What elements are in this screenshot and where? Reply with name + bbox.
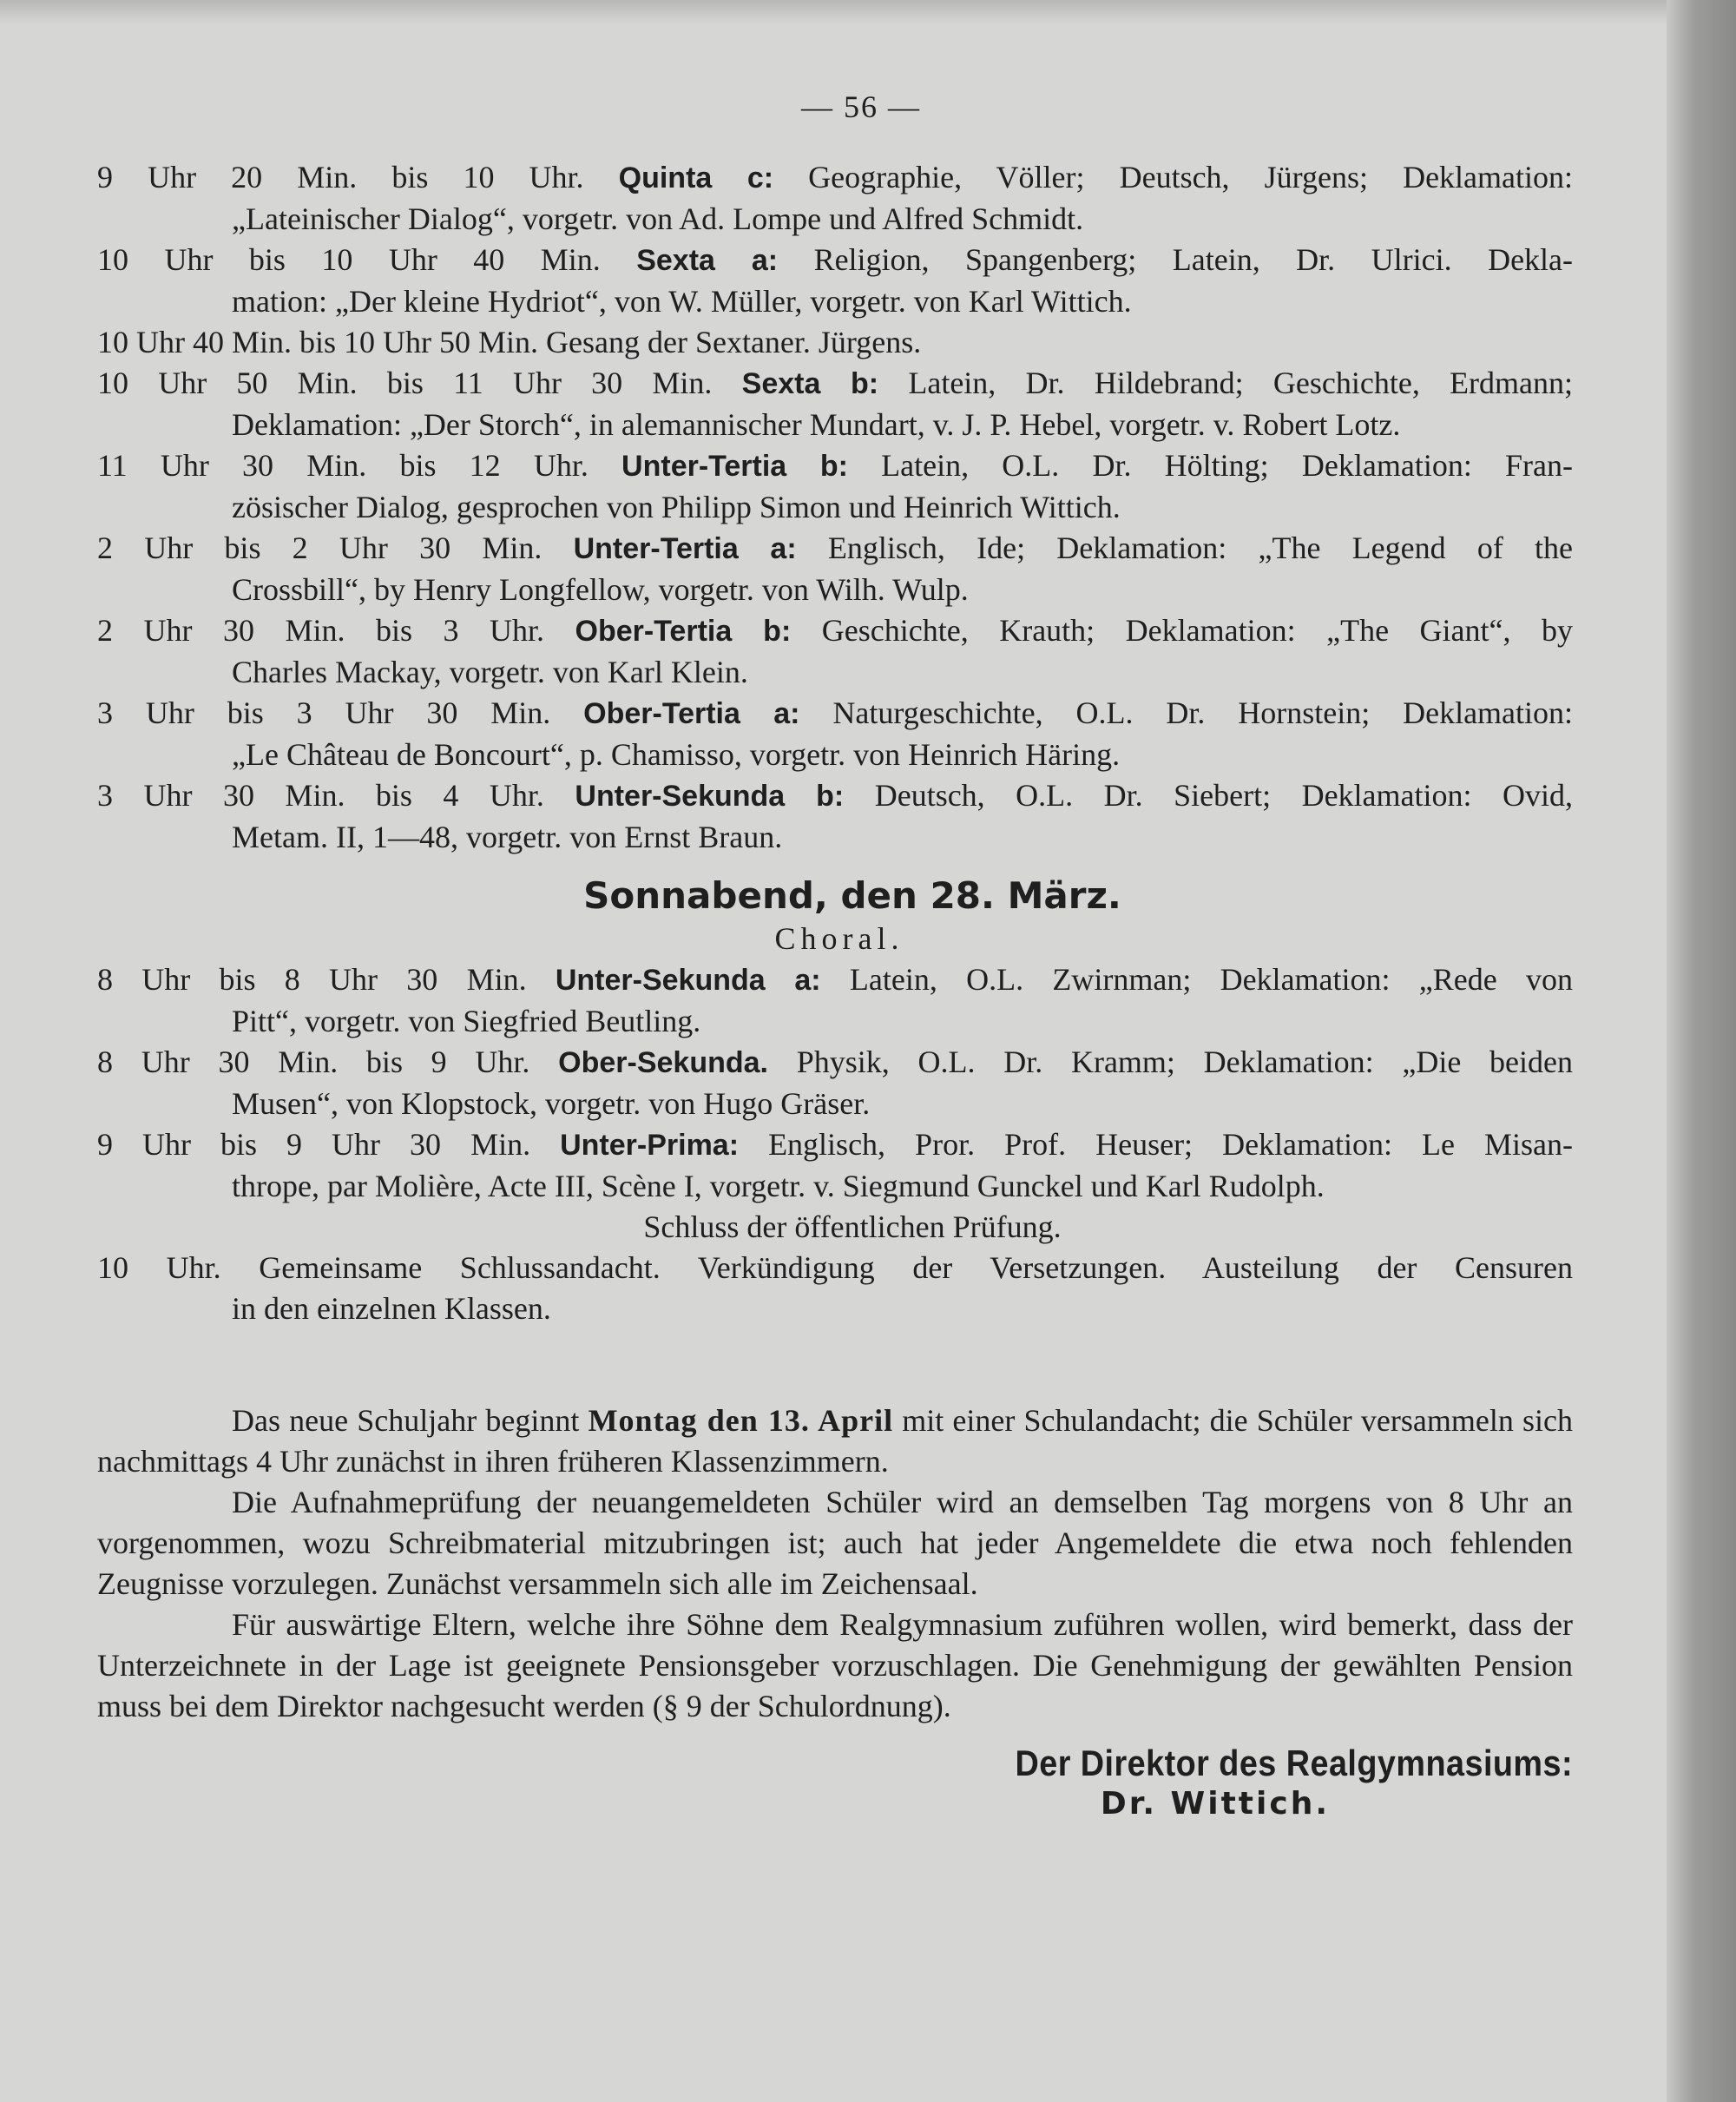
entry-class: Ober-Tertia b:: [575, 615, 792, 648]
entry-details: Naturgeschichte, O.L. Dr. Hornstein; Deklamation:: [832, 695, 1574, 730]
schedule-entry: [97, 240, 1573, 322]
schedule-entry: [97, 1042, 1573, 1124]
entry-class: Quinta c:: [618, 161, 774, 194]
entry-details: Englisch, Ide; Deklamation: „The Legend of the: [827, 530, 1574, 565]
entry-continuation: „Lateinischer Dialog“, vorgetr. von Ad. Lompe und Alfred Schmidt.: [232, 201, 1084, 236]
entry-time: 9 Uhr 20 Min. bis 10 Uhr.: [97, 160, 584, 194]
schedule-entry: [97, 528, 1573, 610]
entry-details: Physik, O.L. Dr. Kramm; Deklamation: „Die beiden: [796, 1044, 1573, 1079]
entry-details: Latein, Dr. Hildebrand; Geschichte, Erdmann;: [908, 366, 1574, 400]
entry-time: 10 Uhr bis 10 Uhr 40 Min.: [97, 242, 601, 277]
entry-class: Unter-Prima:: [560, 1129, 740, 1162]
notice-paragraph-2: Die Aufnahmeprüfung der neuangemeldeten Schüler wird an demselben Tag morgens von 8 Uhr an vorgenommen, wozu Schreibmaterial mitzubringen ist; auch hat jeder Angemeldete die etwa noch fehlenden Zeugnisse vorzulegen. Zunächst versammeln sich alle im Zeichensaal.: [97, 1485, 1573, 1601]
entry-class: Unter-Sekunda a:: [555, 964, 821, 997]
schedule-entry-line1: [97, 610, 1573, 652]
entry-continuation: zösischer Dialog, gesprochen von Philipp Simon und Heinrich Wittich.: [232, 490, 1121, 524]
schedule-entry-line1: [97, 693, 1573, 735]
entry-details: Deutsch, O.L. Dr. Siebert; Deklamation: Ovid,: [874, 778, 1574, 813]
schedule-entry-line1: [97, 445, 1573, 487]
day-heading: Sonnabend, den 28. März.: [583, 874, 1121, 917]
entry-time: 10 Uhr 50 Min. bis 11 Uhr 30 Min.: [97, 366, 713, 400]
schedule-entry: [97, 959, 1573, 1042]
schedule-entry: [97, 445, 1573, 528]
entry-continuation: Charles Mackay, vorgetr. von Karl Klein.: [232, 655, 748, 689]
entry-time: 2 Uhr bis 2 Uhr 30 Min.: [97, 530, 542, 565]
schedule-entry: [97, 610, 1573, 693]
entry-details: Englisch, Pror. Prof. Heuser; Deklamation: Le Misan-: [768, 1127, 1573, 1162]
signature-name: Dr. Wittich.: [1100, 1786, 1330, 1822]
final-entry-time: 10 Uhr.: [97, 1250, 221, 1285]
entry-details: Geographie, Völler; Deutsch, Jürgens; Deklamation:: [808, 160, 1574, 194]
schedule-entry: [97, 157, 1573, 240]
entry-continuation: Metam. II, 1—48, vorgetr. von Ernst Braun.: [232, 820, 783, 854]
entry-continuation: Crossbill“, by Henry Longfellow, vorgetr. von Wilh. Wulp.: [232, 572, 969, 607]
entry-class: Unter-Tertia b:: [621, 450, 848, 483]
entry-details: Geschichte, Krauth; Deklamation: „The Giant“, by: [821, 613, 1574, 648]
entry-class: Unter-Tertia a:: [573, 532, 797, 565]
entry-continuation: thrope, par Molière, Acte III, Scène I, vorgetr. v. Siegmund Gunckel und Karl Rudolph.: [232, 1169, 1325, 1203]
schedule-entry: [97, 1124, 1573, 1207]
schedule-entry-line1: [97, 1042, 1573, 1084]
exam-end-line: Schluss der öffentlichen Prüfung.: [643, 1209, 1062, 1244]
schedule-entry-line1: [97, 322, 1573, 363]
schedule-entry-line1: [97, 363, 1573, 405]
notice-paragraph-3: Für auswärtige Eltern, welche ihre Söhne dem Realgymnasium zuführen wollen, wird bemerkt, dass der Unterzeichnete in der Lage ist geeignete Pensionsgeber vorzuschlagen. Die Genehmigung der gewählten Pension muss bei dem Direktor nachgesucht werden (§ 9 der Schulordnung).: [97, 1607, 1573, 1723]
entry-class: Ober-Sekunda.: [558, 1046, 768, 1079]
schedule-section-1: [97, 157, 1573, 858]
schedule-entry-line1: [97, 240, 1573, 281]
schedule-entry: [97, 322, 1573, 363]
document-page: [97, 87, 1573, 1824]
entry-class: Ober-Tertia a:: [583, 697, 800, 730]
schedule-entry: [97, 363, 1573, 445]
entry-time: 8 Uhr 30 Min. bis 9 Uhr.: [97, 1044, 530, 1079]
page-edge-shadow: [1667, 0, 1736, 2102]
schedule-entry-line1: [97, 775, 1573, 817]
page-top-shadow: [0, 0, 1736, 24]
schedule-entry: [97, 775, 1573, 858]
final-entry-line1: [97, 1248, 1573, 1288]
schedule-entry-line1: [97, 157, 1573, 199]
entry-continuation: „Le Château de Boncourt“, p. Chamisso, vorgetr. von Heinrich Häring.: [232, 737, 1121, 772]
schedule-section-2: [97, 959, 1573, 1207]
final-entry-text: Gemeinsame Schlussandacht. Verkündigung der Versetzungen. Austeilung der Censuren: [259, 1250, 1574, 1285]
entry-class: Sexta b:: [741, 367, 879, 400]
notice-p1-date: Montag den 13. April: [588, 1403, 894, 1438]
notice-paragraph-1: [97, 1400, 1573, 1482]
final-entry-continuation: in den einzelnen Klassen.: [232, 1291, 551, 1326]
page-number: — 56 —: [801, 89, 921, 124]
final-entry: [97, 1248, 1573, 1329]
schedule-entry: [97, 693, 1573, 775]
entry-time: 11 Uhr 30 Min. bis 12 Uhr.: [97, 448, 589, 483]
entry-class: Sexta a:: [636, 244, 779, 277]
entry-continuation: Pitt“, vorgetr. von Siegfried Beutling.: [232, 1004, 701, 1038]
notice-p1-after: mit einer Schulandacht; die Schüler versammeln sich nachmittags 4 Uhr zunächst in ihren früheren Klassenzimmern.: [97, 1403, 1574, 1479]
entry-time: 8 Uhr bis 8 Uhr 30 Min.: [97, 962, 527, 997]
entry-continuation: Musen“, von Klopstock, vorgetr. von Hugo Gräser.: [232, 1086, 871, 1121]
entry-details: Latein, O.L. Zwirnman; Deklamation: „Rede von: [849, 962, 1574, 997]
school-notice: [97, 1400, 1573, 1727]
entry-time: 3 Uhr bis 3 Uhr 30 Min.: [97, 695, 551, 730]
schedule-entry-line1: [97, 959, 1573, 1001]
entry-continuation: mation: „Der kleine Hydriot“, von W. Müller, vorgetr. von Karl Wittich.: [232, 284, 1132, 319]
entry-class: Unter-Sekunda b:: [575, 780, 845, 813]
entry-details: Latein, O.L. Dr. Hölting; Deklamation: Fran-: [881, 448, 1573, 483]
entry-time: 2 Uhr 30 Min. bis 3 Uhr.: [97, 613, 544, 648]
notice-p1-before: Das neue Schuljahr beginnt: [232, 1403, 580, 1438]
entry-continuation: Deklamation: „Der Storch“, in alemannischer Mundart, v. J. P. Hebel, vorgetr. v. Robert Lotz.: [232, 407, 1401, 442]
entry-time: 10 Uhr 40 Min. bis 10 Uhr 50 Min.: [97, 325, 539, 359]
schedule-entry-line1: [97, 1124, 1573, 1166]
entry-time: 9 Uhr bis 9 Uhr 30 Min.: [97, 1127, 531, 1162]
choral-line: Choral.: [774, 921, 904, 956]
entry-time: 3 Uhr 30 Min. bis 4 Uhr.: [97, 778, 544, 813]
schedule-entry-line1: [97, 528, 1573, 570]
entry-details: Religion, Spangenberg; Latein, Dr. Ulrici. Dekla-: [813, 242, 1574, 277]
signature-title: Der Direktor des Realgymnasiums:: [1015, 1743, 1573, 1783]
entry-details: Gesang der Sextaner. Jürgens.: [546, 325, 922, 359]
